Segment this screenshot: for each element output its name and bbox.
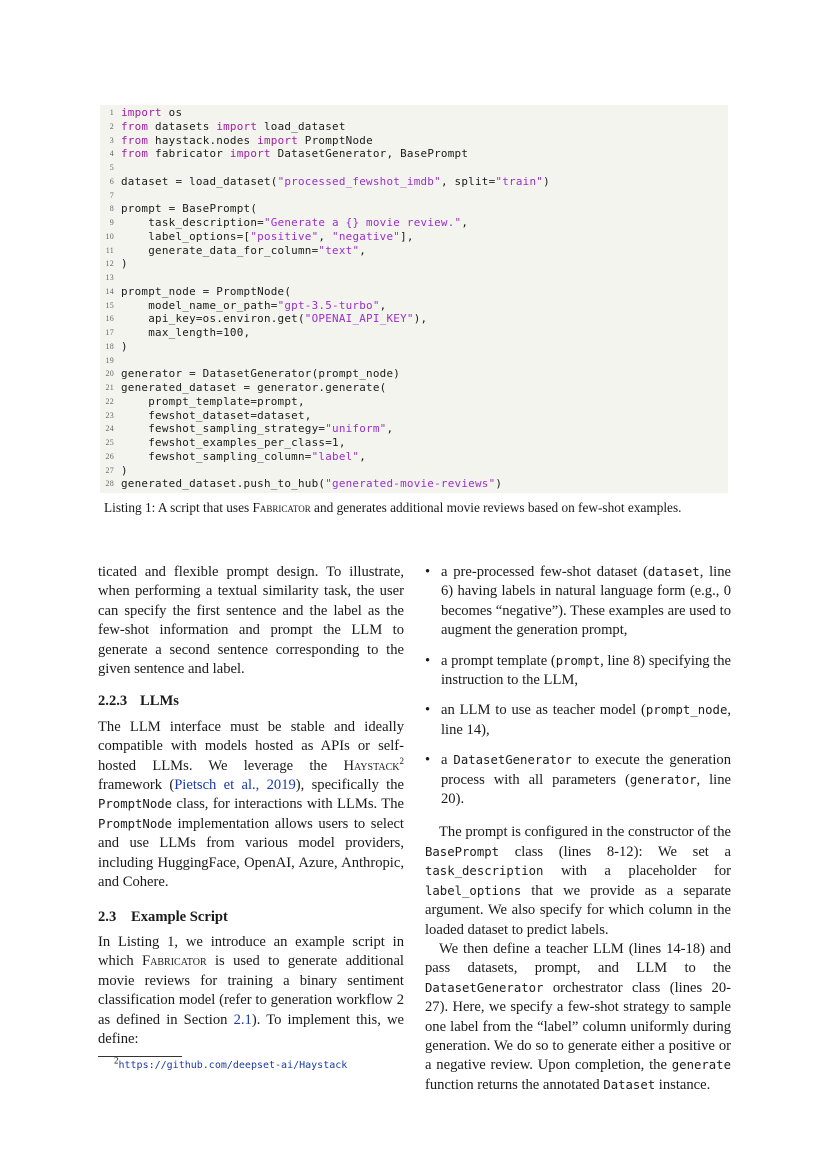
paragraph: In Listing 1, we introduce an example script in which Fabricator is used to generate additional movie reviews for training a binary sentiment classification model (refer to generation workflow 2 as defined in Section 2.1). To implement this, we define: (98, 933, 404, 1047)
line-number: 14 (105, 286, 114, 296)
code-text: fewshot_examples_per_class=1, (121, 436, 346, 449)
line-number: 16 (105, 314, 114, 324)
line-number: 15 (105, 300, 114, 310)
line-number: 25 (105, 438, 114, 447)
code-text: from fabricator import DatasetGenerator, BasePrompt (121, 147, 469, 161)
code-text: from haystack.nodes import PromptNode (121, 133, 373, 147)
code-text: model_name_or_path="gpt-3.5-turbo", (121, 298, 387, 312)
left-column (98, 563, 404, 1049)
code-text: dataset = load_dataset("processed_fewshot_imdb", split="train") (121, 174, 550, 188)
code-text: ) (121, 339, 128, 353)
code-listing (100, 105, 728, 493)
line-number: 24 (105, 424, 114, 434)
line-number: 4 (109, 149, 114, 159)
line-number: 21 (105, 383, 114, 392)
footnote: $^2$https://github.com/deepset-ai/Haystack (114, 1055, 348, 1071)
line-number: 18 (105, 341, 114, 351)
line-number: 23 (105, 410, 114, 420)
list-item: • a pre-processed few-shot dataset (dataset, line 6) having labels in natural language form (e.g., 0 becomes “negative”). These examples are used to augment the generation prompt, (425, 564, 731, 639)
code-text: generate_data_for_column="text", (121, 243, 367, 257)
paragraph: The prompt is configured in the constructor of the BasePrompt class (lines 8-12): We set a task_description with a placeholder for label_options that we provide as a separate argument. We also specify for which column in the loaded dataset to predict labels. (425, 824, 731, 938)
line-number: 13 (105, 273, 114, 282)
line-number: 19 (105, 355, 114, 365)
line-number: 5 (109, 163, 114, 172)
code-text: prompt_node = PromptNode( (121, 284, 292, 298)
footnote-link[interactable]: https://github.com/deepset-ai/Haystack (118, 1060, 348, 1071)
section-heading-2-2-3: 2.2.3 LLMs (98, 693, 179, 710)
code-text: import os (121, 106, 183, 119)
code-text: generated_dataset.push_to_hub("generated-movie-reviews") (121, 477, 503, 491)
list-item: • a DatasetGenerator to execute the generation process with all parameters (generator, line 20). (425, 752, 731, 808)
code-text: fewshot_sampling_strategy="uniform", (121, 422, 394, 436)
code-text: ) (121, 463, 128, 477)
line-number: 9 (109, 218, 114, 227)
line-number: 17 (105, 328, 114, 337)
footnote-rule (98, 1056, 182, 1057)
list-item: • an LLM to use as teacher model (prompt_node, line 14), (425, 702, 731, 738)
code-text: generator = DatasetGenerator(prompt_node) (121, 367, 401, 381)
line-number: 26 (105, 451, 114, 461)
code-text: ) (121, 257, 128, 271)
code-text: task_description="Generate a {} movie review.", (121, 216, 469, 229)
code-text: prompt_template=prompt, (121, 394, 305, 408)
line-number: 3 (109, 135, 114, 145)
line-number: 11 (105, 245, 114, 255)
line-number: 28 (105, 479, 114, 489)
line-number: 1 (109, 108, 114, 117)
line-number: 2 (109, 121, 114, 131)
list-item: • a prompt template (prompt, line 8) specifying the instruction to the LLM, (425, 652, 732, 689)
section-ref-link[interactable]: 2.1 (233, 1011, 252, 1028)
code-text: label_options=["positive", "negative"], (121, 229, 414, 243)
line-number: 20 (105, 369, 114, 379)
code-text: fewshot_dataset=dataset, (121, 408, 312, 422)
line-number: 10 (105, 231, 114, 241)
code-text: prompt = BasePrompt( (121, 202, 258, 216)
paragraph: We then define a teacher LLM (lines 14-18) and pass datasets, prompt, and LLM to the DatasetGenerator orchestrator class (lines 20-27). Here, we specify a few-shot strategy to sample one label from the “label” column uniformly during generation. We do so to generate either a positive or a negative review. Upon completion, the generate function returns the annotated Dataset instance. (425, 940, 731, 1093)
bullet-list (425, 563, 731, 809)
paragraph: The LLM interface must be stable and ideally compatible with models hosted as APIs or self-hosted LLMs. We leverage the Haystack$^2$ framework (Pietsch et al., 2019), specifically the PromptNode class, for interactions with LLMs. The PromptNode implementation allows users to select and use LLMs from various model providers, including HuggingFace, OpenAI, Azure, Anthropic, and Cohere. (98, 718, 404, 891)
line-number: 27 (105, 465, 114, 475)
line-number: 8 (109, 204, 114, 214)
line-number: 7 (109, 190, 114, 200)
line-number: 6 (109, 176, 114, 186)
line-number: 12 (105, 259, 114, 269)
line-number: 22 (105, 396, 114, 406)
right-column (425, 563, 731, 1095)
section-heading-2-3: 2.3 Example Script (98, 908, 228, 925)
paragraph: ticated and flexible prompt design. To illustrate, when performing a textual similarity task, the user can specify the first sentence and the label as the few-shot information and prompt the LLM to generate a second sentence corresponding to the given sentence and label. (98, 564, 404, 678)
code-text: api_key=os.environ.get("OPENAI_API_KEY"), (121, 312, 428, 326)
code-text: generated_dataset = generator.generate( (121, 381, 387, 394)
code-text: fewshot_sampling_column="label", (121, 449, 367, 463)
code-text: max_length=100, (121, 326, 251, 339)
code-text: from datasets import load_dataset (121, 119, 346, 133)
listing-caption: Listing 1: A script that uses Fabricator and generates additional movie reviews based on few-shot examples. (104, 500, 682, 515)
citation-link[interactable]: Pietsch et al., 2019 (174, 777, 296, 794)
